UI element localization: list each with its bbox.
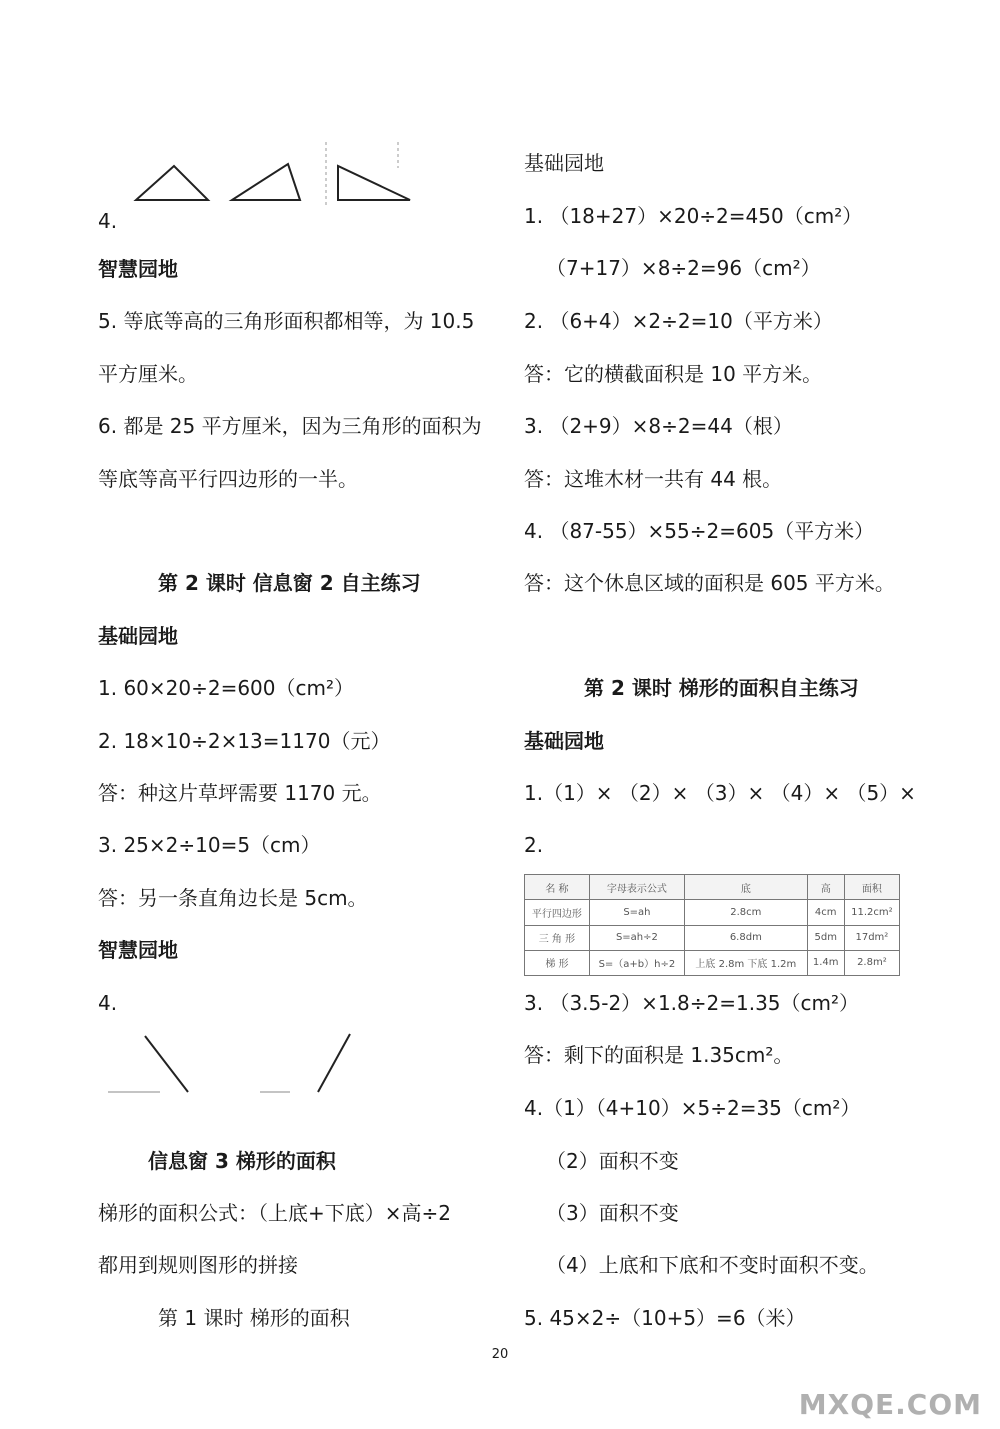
triangles-figure bbox=[128, 138, 418, 210]
right-heading-jichu-2: 基础园地 bbox=[524, 729, 604, 753]
triangle-3 bbox=[338, 166, 410, 200]
table-row bbox=[525, 900, 900, 925]
right-answer-2-text: 答：它的横截面积是 10 平方米。 bbox=[524, 362, 823, 386]
lesson1-title: 第 1 课时 梯形的面积 bbox=[158, 1306, 350, 1330]
table-cell: 11.2cm² bbox=[844, 900, 899, 925]
right-s1: 1.（1）× （2）× （3）× （4）× （5）× bbox=[524, 781, 916, 805]
right-heading-jichu: 基础园地 bbox=[524, 151, 604, 175]
page-number: 20 bbox=[491, 1347, 509, 1362]
left-q5-line1: 5. 等底等高的三角形面积都相等，为 10.5 bbox=[98, 309, 475, 333]
answer-table bbox=[524, 874, 900, 976]
table-row bbox=[525, 950, 900, 975]
xinxi3-title: 信息窗 3 梯形的面积 bbox=[148, 1149, 336, 1173]
left-answer-1: 1. 60×20÷2=600（cm²） bbox=[98, 676, 355, 700]
table-cell: 5dm bbox=[807, 925, 844, 950]
right-s4-3: （3）面积不变 bbox=[546, 1201, 679, 1225]
table-header-cell: 底 bbox=[685, 875, 808, 900]
table-cell: S=（a+b）h÷2 bbox=[589, 950, 684, 975]
right-s2-label: 2. bbox=[524, 833, 544, 857]
left-answer-2: 2. 18×10÷2×13=1170（元） bbox=[98, 729, 391, 753]
right-s3-text: 答：剩下的面积是 1.35cm²。 bbox=[524, 1043, 794, 1067]
left-answer-3: 3. 25×2÷10=5（cm） bbox=[98, 833, 321, 857]
right-s3: 3. （3.5-2）×1.8÷2=1.35（cm²） bbox=[524, 991, 860, 1015]
table-header-cell: 名 称 bbox=[525, 875, 590, 900]
right-answer-4-text: 答：这个休息区域的面积是 605 平方米。 bbox=[524, 571, 895, 595]
table-cell: 梯 形 bbox=[525, 950, 590, 975]
table-header-row bbox=[525, 875, 900, 900]
left-q4b-label: 4. bbox=[98, 991, 118, 1015]
right-answer-1b: （7+17）×8÷2=96（cm²） bbox=[546, 256, 821, 280]
triangle-2 bbox=[232, 164, 300, 200]
table-cell: S=ah bbox=[589, 900, 684, 925]
table-header-cell: 面积 bbox=[844, 875, 899, 900]
table-header-cell: 高 bbox=[807, 875, 844, 900]
left-q6-line2: 等底等高平行四边形的一半。 bbox=[98, 467, 358, 491]
lesson-title: 第 2 课时 信息窗 2 自主练习 bbox=[158, 571, 421, 595]
lines-figure bbox=[100, 1030, 360, 1100]
watermark: MXQE.COM bbox=[798, 1388, 982, 1421]
table-cell: 三 角 形 bbox=[525, 925, 590, 950]
right-s4-4: （4）上底和下底和不变时面积不变。 bbox=[546, 1253, 879, 1277]
table-cell: 上底 2.8m 下底 1.2m bbox=[685, 950, 808, 975]
right-answer-3-text: 答：这堆木材一共有 44 根。 bbox=[524, 467, 783, 491]
right-answer-2: 2. （6+4）×2÷2=10（平方米） bbox=[524, 309, 833, 333]
triangle-1 bbox=[136, 166, 208, 200]
left-q5-line2: 平方厘米。 bbox=[98, 362, 198, 386]
table-cell: 1.4m bbox=[807, 950, 844, 975]
left-answer-3-text: 答：另一条直角边长是 5cm。 bbox=[98, 886, 368, 910]
trapezoid-formula: 梯形的面积公式：（上底+下底）×高÷2 bbox=[98, 1201, 451, 1225]
table-cell: S=ah÷2 bbox=[589, 925, 684, 950]
right-s4-1: 4.（1）（4+10）×5÷2=35（cm²） bbox=[524, 1096, 861, 1120]
right-answer-4: 4. （87-55）×55÷2=605（平方米） bbox=[524, 519, 875, 543]
section-heading-zhihui: 智慧园地 bbox=[98, 257, 178, 281]
pinjie-text: 都用到规则图形的拼接 bbox=[98, 1253, 298, 1277]
right-answer-3: 3. （2+9）×8÷2=44（根） bbox=[524, 414, 793, 438]
table-row bbox=[525, 925, 900, 950]
left-answer-2-text: 答：种这片草坪需要 1170 元。 bbox=[98, 781, 382, 805]
table-cell: 2.8m² bbox=[844, 950, 899, 975]
section-heading-zhihui-2: 智慧园地 bbox=[98, 938, 178, 962]
left-q4-label: 4. bbox=[98, 209, 118, 233]
table-cell: 平行四边形 bbox=[525, 900, 590, 925]
table-cell: 2.8cm bbox=[685, 900, 808, 925]
section-heading-jichu: 基础园地 bbox=[98, 624, 178, 648]
table-header-cell: 字母表示公式 bbox=[589, 875, 684, 900]
left-q6-line1: 6. 都是 25 平方厘米，因为三角形的面积为 bbox=[98, 414, 482, 438]
right-s5: 5. 45×2÷（10+5）=6（米） bbox=[524, 1306, 806, 1330]
right-answer-1a: 1. （18+27）×20÷2=450（cm²） bbox=[524, 204, 863, 228]
table-cell: 4cm bbox=[807, 900, 844, 925]
lesson2b-title: 第 2 课时 梯形的面积自主练习 bbox=[584, 676, 859, 700]
right-s4-2: （2）面积不变 bbox=[546, 1149, 679, 1173]
table-cell: 6.8dm bbox=[685, 925, 808, 950]
table-cell: 17dm² bbox=[844, 925, 899, 950]
